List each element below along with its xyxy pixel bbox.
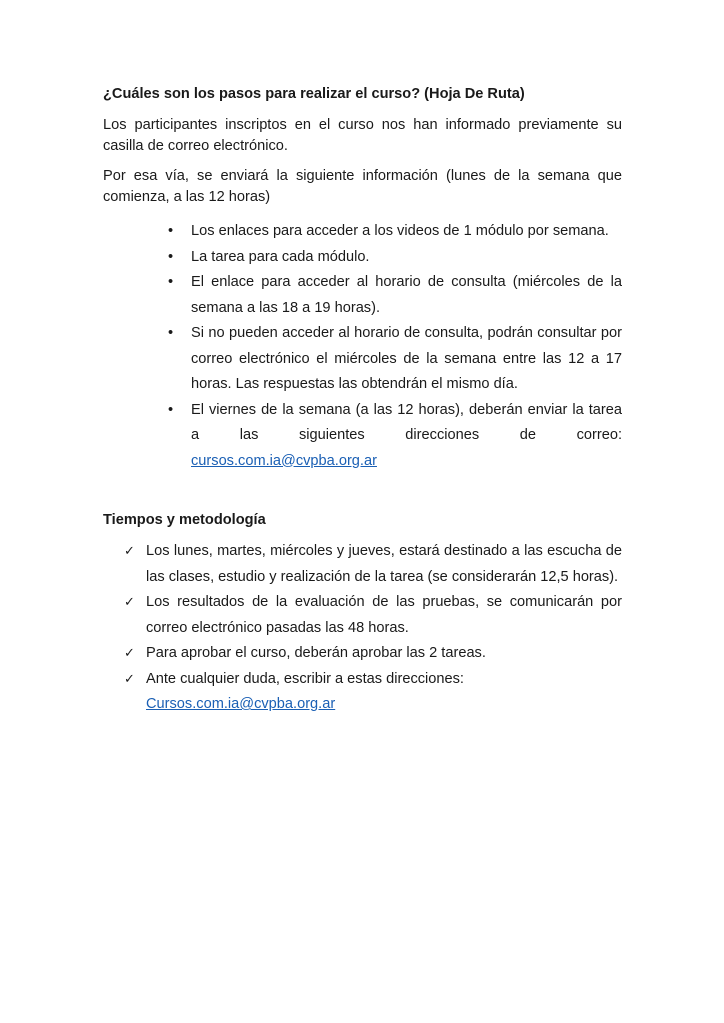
list-item [167, 321, 622, 398]
checkmark-icon: ✓ [124, 595, 135, 610]
checkmark-icon: ✓ [124, 646, 135, 661]
checkmark-icon: ✓ [124, 544, 135, 559]
email-link-cursos-contact[interactable]: Cursos.com.ia@cvpba.org.ar [146, 696, 336, 712]
bullet-marker: • [168, 325, 174, 341]
bullet-marker: • [168, 248, 174, 265]
list-item [122, 590, 622, 641]
list-item [167, 398, 622, 475]
list-item-text: El viernes de la semana (a las 12 horas), deberán enviar la tarea a las siguientes direcciones de correo: [191, 401, 622, 443]
paragraph-participants: Los participantes inscriptos en el curso nos han informado previamente su casilla de correo electrónico. [103, 117, 622, 154]
bullet-marker: • [168, 223, 174, 239]
list-item [167, 245, 622, 271]
paragraph-info-sent: Por esa vía, se enviará la siguiente información (lunes de la semana que comienza, a las 12 horas) [103, 168, 622, 205]
list-item-text: Ante cualquier duda, escribir a estas direcciones: [146, 670, 464, 687]
bullet-marker: • [168, 274, 174, 290]
list-item [167, 270, 622, 321]
methodology-check-list [103, 539, 622, 718]
list-item-text: Los enlaces para acceder a los videos de 1 módulo por semana. [191, 223, 609, 239]
list-item-text: Para aprobar el curso, deberán aprobar las 2 tareas. [146, 645, 486, 661]
list-item-text: La tarea para cada módulo. [191, 248, 370, 265]
email-link-cursos[interactable]: cursos.com.ia@cvpba.org.ar [191, 452, 377, 469]
list-item-text: Los lunes, martes, miércoles y jueves, estará destinado a las escucha de las clases, estudio y realización de la tarea (se considerarán 12,5 horas). [146, 543, 622, 585]
checkmark-icon: ✓ [124, 671, 135, 687]
section-title-roadmap: ¿Cuáles son los pasos para realizar el curso? (Hoja De Ruta) [103, 86, 525, 102]
list-item [167, 219, 622, 245]
list-item [122, 539, 622, 590]
roadmap-bullet-list [103, 219, 622, 474]
list-item-text: El enlace para acceder al horario de consulta (miércoles de la semana a las 18 a 19 horas). [191, 274, 622, 316]
list-item [122, 667, 622, 718]
section-title-methodology: Tiempos y metodología [103, 512, 266, 528]
list-item [122, 641, 622, 667]
bullet-marker: • [168, 401, 174, 418]
list-item-text: Si no pueden acceder al horario de consulta, podrán consultar por correo electrónico el miércoles de la semana entre las 12 a 17 horas. Las respuestas las obtendrán el mismo día. [191, 325, 622, 392]
list-item-text: Los resultados de la evaluación de las pruebas, se comunicarán por correo electrónico pasadas las 48 horas. [146, 594, 622, 636]
document-page [103, 84, 622, 718]
